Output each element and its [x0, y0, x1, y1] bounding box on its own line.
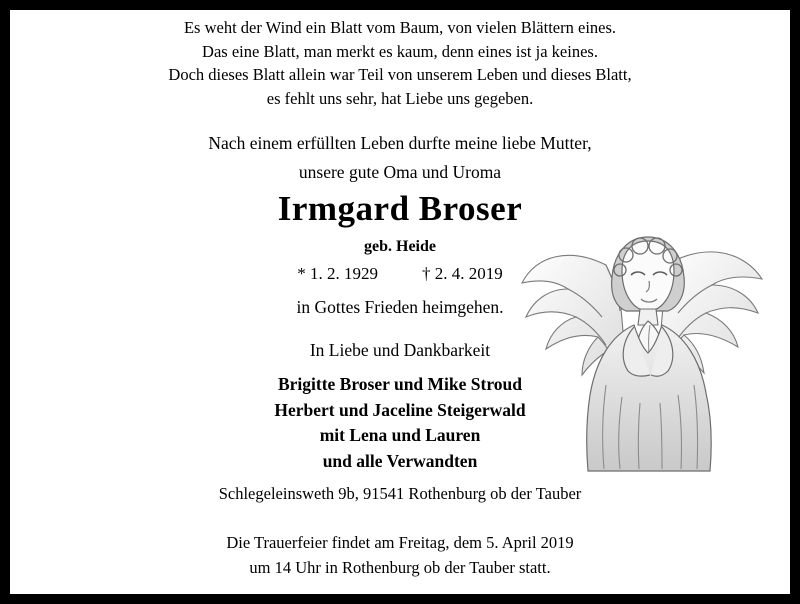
maiden-name: geb. Heide [364, 238, 436, 255]
family-line-4: und alle Verwandten [322, 450, 478, 471]
poem-line-2: Das eine Blatt, man merkt es kaum, denn eines ist ja keines. [202, 41, 598, 61]
address-line: Schlegeleinsweth 9b, 91541 Rothenburg ob der Tauber [218, 484, 582, 503]
birth-date: * 1. 2. 1929 [297, 264, 378, 283]
ceremony-line-2: um 14 Uhr in Rothenburg ob der Tauber statt. [249, 558, 551, 577]
ceremony-line-1: Die Trauerfeier findet am Freitag, dem 5. April 2019 [226, 533, 574, 552]
poem-line-3: Doch dieses Blatt allein war Teil von unserem Leben und dieses Blatt, [168, 65, 632, 84]
intro-line-1: Nach einem erfüllten Leben durfte meine liebe Mutter, [208, 133, 592, 153]
intro-block [10, 129, 790, 187]
deceased-name: Irmgard Broser [277, 189, 523, 228]
poem-line-4: es fehlt uns sehr, hat Liebe uns gegeben. [266, 88, 534, 108]
notice-content-area [10, 10, 790, 594]
ceremony-block [10, 530, 790, 580]
family-line-1: Brigitte Broser und Mike Stroud [277, 374, 523, 394]
poem-block [10, 16, 790, 110]
thanks-text: In Liebe und Dankbarkeit [309, 340, 491, 360]
family-line-3: mit Lena und Lauren [319, 425, 481, 445]
peace-text: in Gottes Frieden heimgehen. [296, 297, 504, 317]
intro-line-2: unsere gute Oma und Uroma [298, 162, 502, 182]
death-date: † 2. 4. 2019 [422, 264, 503, 283]
praying-angel-icon [510, 225, 780, 475]
poem-line-1: Es weht der Wind ein Blatt vom Baum, von vielen Blättern eines. [183, 18, 617, 37]
family-line-2: Herbert und Jaceline Steigerwald [274, 399, 526, 420]
